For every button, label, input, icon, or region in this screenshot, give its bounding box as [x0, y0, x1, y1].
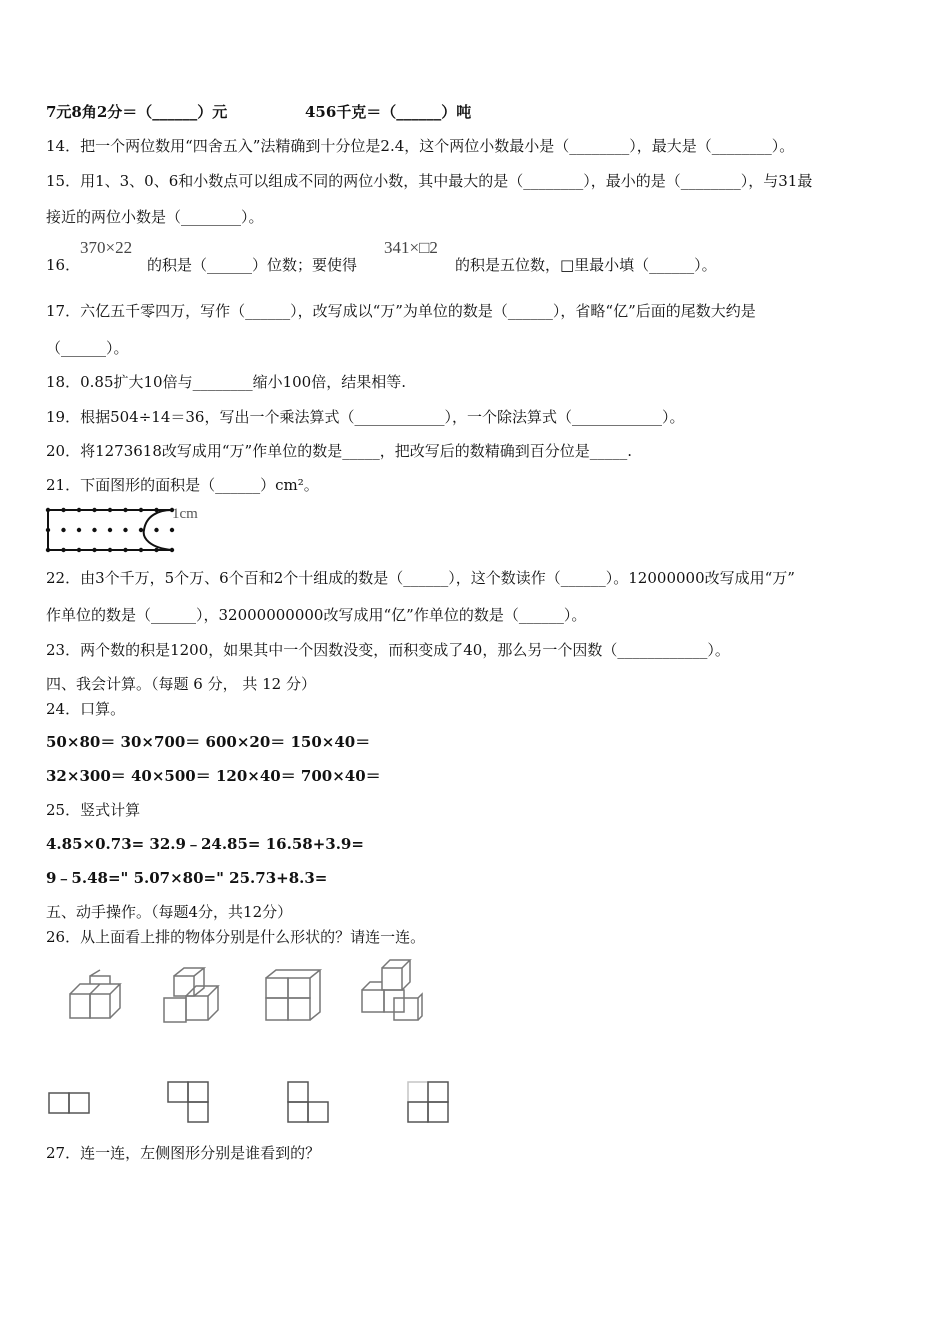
line-unit-conversion-1: 7元8角2分＝（______）元	[46, 103, 228, 121]
grid-dot	[77, 528, 81, 532]
top-view-shape-4	[406, 1080, 452, 1126]
question-18: 18．0.85扩大10倍与________缩小100倍，结果相等.	[46, 373, 406, 391]
question-22-line2: 作单位的数是（______），32000000000改写成用“亿”作单位的数是（______）。	[46, 606, 587, 624]
q25-row-2: 9﹣5.48=" 5.07×80=" 25.73+8.3=	[46, 869, 328, 887]
cube-object-3	[262, 968, 324, 1024]
question-16-end: 的积是五位数，□里最小填（______）。	[455, 256, 717, 274]
dot-grid-figure	[40, 504, 230, 554]
question-15-line1: 15．用1、3、0、6和小数点可以组成不同的两位小数，其中最大的是（________），最小的是（________），与31最	[46, 172, 813, 190]
grid-dot	[108, 528, 112, 532]
q16-expression-2: 341×□2	[384, 238, 438, 257]
cube-object-1	[66, 976, 126, 1024]
cube-object-2	[160, 966, 226, 1026]
grid-dot	[154, 528, 158, 532]
question-14: 14．把一个两位数用“四舍五入”法精确到十分位是2.4，这个两位小数最小是（________），最大是（________）。	[46, 137, 795, 155]
q24-row-1: 50×80＝ 30×700＝ 600×20＝ 150×40＝	[46, 733, 371, 751]
question-20: 20．将1273618改写成用“万”作单位的数是_____，把改写后的数精确到百分位是_____.	[46, 442, 632, 460]
top-view-shape-1	[48, 1092, 92, 1116]
question-16-middle: 的积是（______）位数；要使得	[147, 256, 358, 274]
question-22-line1: 22．由3个千万，5个万、6个百和2个十组成的数是（______），这个数读作（______）。12000000改写成用“万”	[46, 569, 795, 587]
grid-dot	[61, 528, 65, 532]
grid-dot	[170, 528, 174, 532]
question-19: 19．根据504÷14＝36，写出一个乘法算式（____________），一个除法算式（____________）。	[46, 408, 685, 426]
cube-object-4	[356, 958, 426, 1024]
q24-row-2: 32×300＝ 40×500＝ 120×40＝ 700×40＝	[46, 767, 381, 785]
grid-dot	[123, 528, 127, 532]
question-15-line2: 接近的两位小数是（________）。	[46, 208, 264, 226]
section-5-title: 五、动手操作。（每题4分，共12分）	[46, 903, 293, 921]
question-24: 24．口算。	[46, 700, 126, 718]
grid-dot	[92, 528, 96, 532]
question-17-line2: （______）。	[46, 339, 129, 357]
top-view-shape-2	[166, 1080, 212, 1124]
section-4-title: 四、我会计算。（每题 6 分， 共 12 分）	[46, 675, 316, 693]
question-25: 25．竖式计算	[46, 801, 141, 819]
question-17-line1: 17．六亿五千零四万，写作（______），改写成以“万”为单位的数是（______），省略“亿”后面的尾数大约是	[46, 302, 756, 320]
question-27: 27．连一连，左侧图形分别是谁看到的？	[46, 1144, 321, 1162]
q16-expression-1: 370×22	[80, 238, 133, 257]
q25-row-1: 4.85×0.73= 32.9﹣24.85= 16.58+3.9=	[46, 835, 364, 853]
question-21: 21．下面图形的面积是（______）cm²。	[46, 476, 319, 494]
top-view-shape-3	[286, 1080, 332, 1126]
question-23: 23．两个数的积是1200，如果其中一个因数没变，而积变成了40，那么另一个因数（____________）。	[46, 641, 730, 659]
question-16-number: 16．	[46, 256, 81, 274]
grid-dot	[139, 528, 143, 532]
line-unit-conversion-2: 456千克＝（______）吨	[305, 103, 472, 121]
q21-unit-label: 1cm	[172, 506, 198, 522]
question-26: 26．从上面看上排的物体分别是什么形状的？请连一连。	[46, 928, 426, 946]
